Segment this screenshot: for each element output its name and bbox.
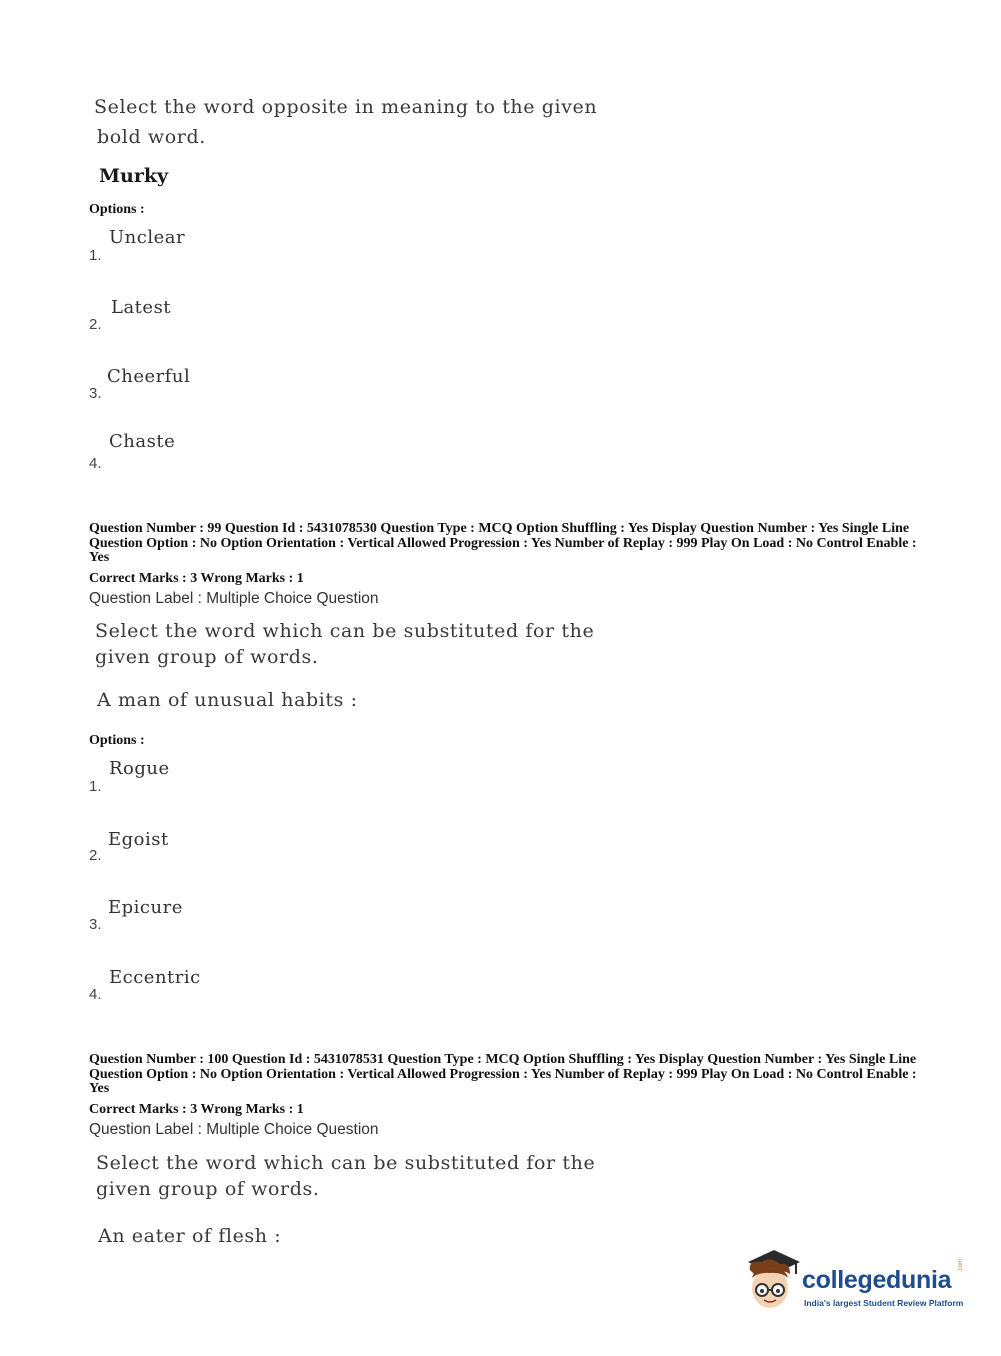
q99-instruction-line2: given group of words.: [95, 646, 319, 668]
q99-marks: Correct Marks : 3 Wrong Marks : 1: [89, 571, 304, 586]
q99-meta: Question Number : 99 Question Id : 5431078530 Question Type : MCQ Option Shuffling : Yes Display Question Number : Yes Single Line Question Option : No Option Orientation : Vertical Allowed Progression : Yes Number of Replay : 999 Play On Load : No Control Enable : Yes: [89, 521, 917, 565]
q99-question-label: Question Label : Multiple Choice Question: [89, 590, 379, 607]
q99-option-1-number: 1.: [89, 778, 102, 795]
q98-option-1-text: Unclear: [109, 227, 186, 248]
q98-option-3-number: 3.: [89, 385, 102, 402]
q98-option-4-text: Chaste: [109, 431, 176, 452]
q99-option-2-text: Egoist: [108, 829, 169, 850]
logo-name: collegedunia: [802, 1266, 952, 1294]
q100-instruction-line1: Select the word which can be substituted for the: [96, 1152, 596, 1174]
q98-option-4-number: 4.: [89, 455, 102, 472]
collegedunia-logo: [740, 1248, 970, 1318]
q99-option-3-text: Epicure: [108, 897, 183, 918]
q99-option-3-number: 3.: [89, 916, 102, 933]
q98-option-3-text: Cheerful: [107, 366, 191, 387]
q100-phrase: An eater of flesh :: [98, 1225, 282, 1247]
q99-instruction-line1: Select the word which can be substituted for the: [95, 620, 595, 642]
q98-bold-word: Murky: [99, 165, 169, 187]
logo-tagline: India's largest Student Review Platform: [804, 1298, 964, 1308]
q98-option-2-text: Latest: [111, 297, 172, 318]
q98-option-1-number: 1.: [89, 247, 102, 264]
q100-marks: Correct Marks : 3 Wrong Marks : 1: [89, 1102, 304, 1117]
q99-option-2-number: 2.: [89, 847, 102, 864]
q99-option-1-text: Rogue: [109, 758, 170, 779]
q98-instruction-line1: Select the word opposite in meaning to the given: [94, 96, 598, 118]
q99-options-header: Options :: [89, 733, 145, 748]
q98-options-header: Options :: [89, 202, 145, 217]
q100-instruction-line2: given group of words.: [96, 1178, 320, 1200]
logo-com: .com: [958, 1258, 964, 1272]
q98-option-2-number: 2.: [89, 316, 102, 333]
q98-instruction-line2: bold word.: [97, 126, 206, 148]
q99-option-4-text: Eccentric: [109, 967, 201, 988]
q100-meta: Question Number : 100 Question Id : 5431078531 Question Type : MCQ Option Shuffling : Yes Display Question Number : Yes Single Line Question Option : No Option Orientation : Vertical Allowed Progression : Yes Number of Replay : 999 Play On Load : No Control Enable : Yes: [89, 1052, 917, 1096]
q99-phrase: A man of unusual habits :: [97, 689, 358, 711]
mascot-icon: [740, 1248, 802, 1312]
q99-option-4-number: 4.: [89, 986, 102, 1003]
q100-question-label: Question Label : Multiple Choice Question: [89, 1121, 379, 1138]
